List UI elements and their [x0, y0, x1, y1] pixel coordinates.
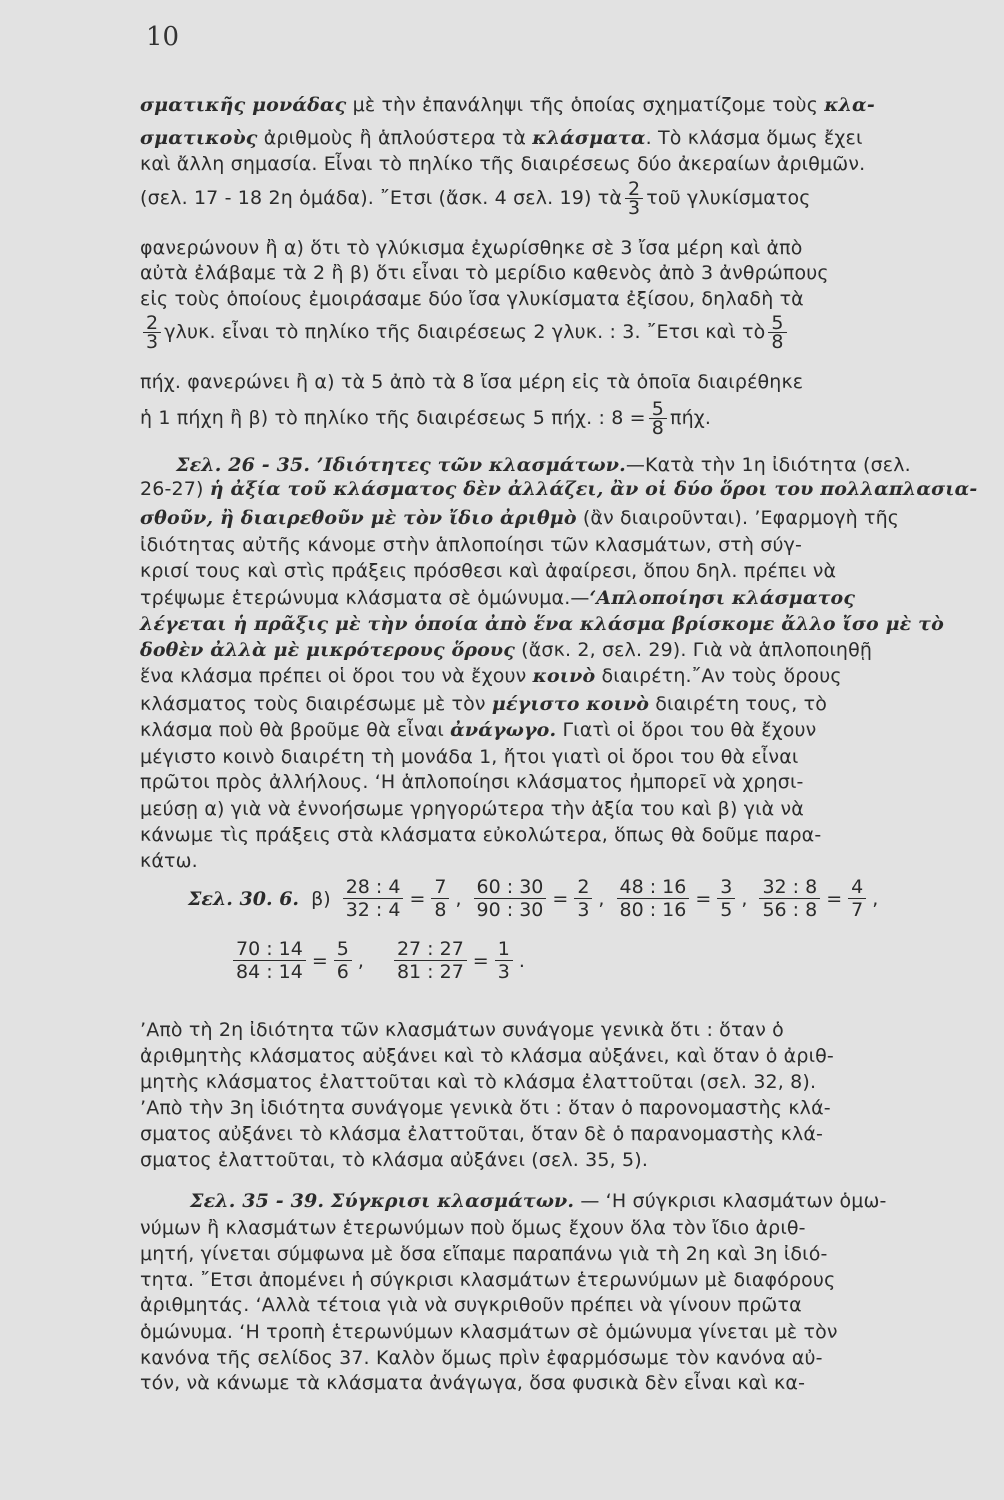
text-line: ἰδιότητας αὐτῆς κάνομε στὴν ἁπλοποίησι τῶν κλασμάτων, στὴ σύγ- — [140, 534, 803, 556]
text-line: μητὴς κλάσματος ἐλαττοῦται καὶ τὸ κλάσμα ἐλαττοῦται (σελ. 32, 8). — [140, 1071, 817, 1093]
page-number: 10 — [146, 22, 180, 52]
eq-group: $\frac{28 : 4}{32 : 4}$ = $\frac{7}{8}$ , — [340, 887, 465, 909]
text-line: Σελ. 35 - 39. Σύγκρισι κλασμάτων. — ‘Η σύγκρισι κλασμάτων ὁμω- — [190, 1190, 887, 1212]
text-line: ἕνα κλάσμα πρέπει οἱ ὅροι του νὰ ἔχουν κοινὸ διαιρέτη.῎Αν τοὺς ὅρους — [140, 665, 842, 687]
text-line: ἡ 1 πήχη ἢ β) τὸ πηλίκο τῆς διαιρέσεως 5 πήχ. : 8 = $\frac{5}{8}$ πήχ. — [140, 398, 712, 439]
equation-row-1: Σελ. 30. 6. β) $\frac{28 : 4}{32 : 4}$ = $\frac{7}{8}$ , $\frac{60 : 30}{90 : 30}$ = $\frac{2}{3}$ , $\frac{48 : 16}{80 : 16}$ = $\frac{3}{5}$ , $\frac{32 : 8}{56 : 8}$ = $\frac{4}{7}$ , — [140, 876, 881, 921]
equation-row-2 — [230, 938, 528, 983]
text-line: κλάσματος τοὺς διαιρέσωμε μὲ τὸν μέγιστο κοινὸ διαιρέτη τους, τὸ — [140, 693, 828, 715]
text-line: δοθὲν ἀλλὰ μὲ μικρότερους ὅρους (ἄσκ. 2, σελ. 29). Γιὰ νὰ ἁπλοποιηθῇ — [140, 639, 873, 661]
text-line: εἰς τοὺς ὁποίους ἐμοιράσαμε δύο ἴσα γλυκίσματα ἐξίσου, δηλαδὴ τὰ — [140, 288, 804, 310]
text-line: τητα. ῎Ετσι ἀπομένει ἡ σύγκρισι κλασμάτων ἑτερωνύμων μὲ διαφόρους — [140, 1269, 836, 1291]
text-line: λέγεται ἡ πρᾶξις μὲ τὴν ὁποία ἀπὸ ἕνα κλάσμα βρίσκομε ἄλλο ἴσο μὲ τὸ — [140, 613, 944, 635]
text-line: σματος αὐξάνει τὸ κλάσμα ἐλαττοῦται, ὅταν δὲ ὁ παρανομαστὴς κλά- — [140, 1123, 824, 1145]
text-line: $\frac{2}{3}$ γλυκ. εἶναι τὸ πηλίκο τῆς διαιρέσεως 2 γλυκ. : 3. ῎Ετσι καὶ τὸ $\frac{5}{8}$ — [140, 314, 940, 351]
text-line: νύμων ἢ κλασμάτων ἑτερωνύμων ποὺ ὅμως ἔχουν ὅλα τὸν ἴδιο ἀριθ- — [140, 1217, 806, 1239]
text-line: τόν, νὰ κάνωμε τὰ κλάσματα ἀνάγωγα, ὅσα φυσικὰ δὲν εἶναι καὶ κα- — [140, 1372, 806, 1394]
text-line: ἀριθμητάς. ‘Αλλὰ τέτοια γιὰ νὰ συγκριθοῦν πρέπει νὰ γίνουν πρῶτα — [140, 1294, 802, 1316]
text-line: ’Απὸ τὴ 2η ἰδιότητα τῶν κλασμάτων συνάγομε γενικὰ ὅτι : ὅταν ὁ — [140, 1019, 784, 1041]
text-line: καὶ ἄλλη σημασία. Εἶναι τὸ πηλίκο τῆς διαιρέσεως δύο ἀκεραίων ἀριθμῶν. — [140, 153, 866, 175]
text-line: Σελ. 26 - 35. ’Ιδιότητες τῶν κλασμάτων.—Κατὰ τὴν 1η ἰδιότητα (σελ. — [176, 454, 911, 476]
equation-label: Σελ. 30. 6. — [188, 887, 300, 910]
text-line: ἀριθμητὴς κλάσματος αὐξάνει καὶ τὸ κλάσμα αὐξάνει, καὶ ὅταν ὁ ἀριθ- — [140, 1045, 834, 1067]
fraction: $\frac{2}{3}$ — [625, 180, 643, 217]
text-line: αὐτὰ ἐλάβαμε τὰ 2 ἢ β) ὅτι εἶναι τὸ μερίδιο καθενὸς ἀπὸ 3 ἀνθρώπους — [140, 262, 829, 284]
fraction: $\frac{5}{8}$ — [649, 400, 667, 437]
text-line: κλάσμα ποὺ θὰ βροῦμε θὰ εἶναι ἀνάγωγο. Γιατὶ οἱ ὅροι του θὰ ἔχουν — [140, 719, 817, 741]
text-line: κάνωμε τὶς πράξεις στὰ κλάσματα εὐκολώτερα, ὅπως θὰ δοῦμε παρα- — [140, 824, 822, 846]
text-line: 26-27) ἡ ἀξία τοῦ κλάσματος δὲν ἀλλάζει, ἂν οἱ δύο ὅροι του πολλαπλασια- — [140, 478, 978, 500]
eq-group: $\frac{27 : 27}{81 : 27}$ = $\frac{1}{3}$ . — [391, 949, 528, 971]
text-line: ὁμώνυμα. ‘Η τροπὴ ἑτερωνύμων κλασμάτων σὲ ὁμώνυμα γίνεται μὲ τὸν — [140, 1321, 838, 1343]
text-line: τρέψωμε ἑτερώνυμα κλάσματα σὲ ὁμώνυμα.—‘Απλοποίησι κλάσματος — [140, 587, 856, 609]
text-line: ’Απὸ τὴν 3η ἰδιότητα συνάγομε γενικὰ ὅτι : ὅταν ὁ παρονομαστὴς κλά- — [140, 1097, 831, 1119]
text-line: (σελ. 17 - 18 2η ὁμάδα). ῎Ετσι (ἄσκ. 4 σελ. 19) τὰ $\frac{2}{3}$ τοῦ γλυκίσματος — [140, 178, 811, 219]
text-line: πήχ. φανερώνει ἢ α) τὰ 5 ἀπὸ τὰ 8 ἴσα μέρη εἰς τὰ ὁποῖα διαιρέθηκε — [140, 371, 804, 393]
eq-group: $\frac{70 : 14}{84 : 14}$ = $\frac{5}{6}$ , — [230, 949, 367, 971]
eq-group: $\frac{32 : 8}{56 : 8}$ = $\frac{4}{7}$ , — [756, 887, 881, 909]
text-line: σθοῦν, ἢ διαιρεθοῦν μὲ τὸν ἴδιο ἀριθμὸ (ἂν διαιροῦνται). ’Εφαρμογὴ τῆς — [140, 507, 900, 529]
text-line: πρῶτοι πρὸς ἀλλήλους. ‘Η ἁπλοποίησι κλάσματος ἠμπορεῖ νὰ χρησι- — [140, 771, 804, 793]
text-line: κρισί τους καὶ στὶς πράξεις πρόσθεσι καὶ ἀφαίρεσι, ὅπου δηλ. πρέπει νὰ — [140, 560, 837, 582]
text-line: κανόνα τῆς σελίδος 37. Καλὸν ὅμως πρὶν ἐφαρμόσωμε τὸν κανόνα αὐ- — [140, 1347, 823, 1369]
text-line: μητή, γίνεται σύμφωνα μὲ ὅσα εἴπαμε παραπάνω γιὰ τὴ 2η καὶ 3η ἰδιό- — [140, 1243, 828, 1265]
fraction: $\frac{2}{3}$ — [143, 314, 161, 351]
fraction: $\frac{5}{8}$ — [768, 314, 786, 351]
eq-group: $\frac{48 : 16}{80 : 16}$ = $\frac{3}{5}$ , — [614, 887, 751, 909]
text-line: σματος ἐλαττοῦται, τὸ κλάσμα αὐξάνει (σελ. 35, 5). — [140, 1149, 649, 1171]
text-line: φανερώνουν ἢ α) ὅτι τὸ γλύκισμα ἐχωρίσθηκε σὲ 3 ἴσα μέρη καὶ ἀπὸ — [140, 237, 803, 259]
text-line: σματικῆς μονάδας μὲ τὴν ἐπανάληψι τῆς ὁποίας σχηματίζομε τοὺς κλα- — [140, 94, 875, 116]
text-line: μεύσῃ α) γιὰ νὰ ἐννοήσωμε γρηγορώτερα τὴν ἀξία του καὶ β) γιὰ νὰ — [140, 798, 804, 820]
text-line: μέγιστο κοινὸ διαιρέτη τὴ μονάδα 1, ἤτοι γιατὶ οἱ ὅροι του θὰ εἶναι — [140, 746, 799, 768]
text-line: κάτω. — [140, 850, 198, 872]
text-line: σματικοὺς ἀριθμοὺς ἢ ἁπλούστερα τὰ κλάσματα. Τὸ κλάσμα ὅμως ἔχει — [140, 127, 863, 149]
eq-group: $\frac{60 : 30}{90 : 30}$ = $\frac{2}{3}$ , — [471, 887, 608, 909]
